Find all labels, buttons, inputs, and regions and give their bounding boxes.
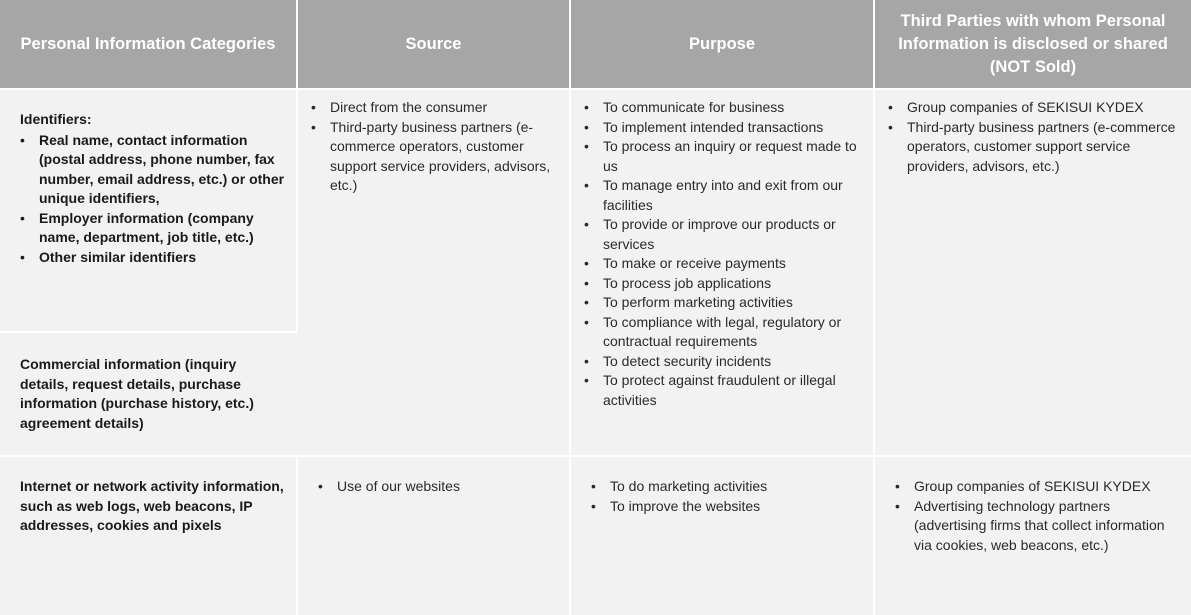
purpose-shared-cell xyxy=(570,89,874,456)
header-third-parties-line2: Information is disclosed or shared xyxy=(898,34,1168,53)
bullet-icon: • xyxy=(311,118,316,135)
category-internet: Internet or network activity information, such as web logs, web beacons, IP addresses, cookies and pixels xyxy=(0,456,297,615)
category-title: Identifiers: xyxy=(20,111,92,127)
header-categories: Personal Information Categories xyxy=(0,0,297,89)
category-identifiers xyxy=(0,89,297,332)
bullet-icon: • xyxy=(584,372,589,388)
header-third-parties-line3: (NOT Sold) xyxy=(989,57,1077,76)
bullet-icon: • xyxy=(895,478,900,494)
list-item: • Use of our websites xyxy=(337,477,561,497)
header-third-parties-line1: Third Parties with whom Personal xyxy=(900,11,1166,30)
list-item: • Employer information (company name, department, job title, etc.) xyxy=(20,209,254,245)
list-item: • To improve the websites xyxy=(610,497,865,517)
internet-source-cell xyxy=(297,456,570,615)
table-row-identifiers xyxy=(0,89,1191,332)
list-item: • Other similar identifiers xyxy=(39,248,286,268)
list-item: • To process an inquiry or request made to us xyxy=(584,138,857,174)
list-item: • To do marketing activities xyxy=(610,477,865,497)
list-item: • To manage entry into and exit from our facilities xyxy=(584,177,843,213)
bullet-icon: • xyxy=(888,99,893,115)
bullet-icon: • xyxy=(311,99,316,115)
list-item: • To compliance with legal, regulatory or contractual requirements xyxy=(584,313,842,349)
list-item: • To make or receive payments xyxy=(603,254,865,274)
bullet-icon: • xyxy=(895,497,900,514)
table-row-internet xyxy=(0,456,1191,615)
internet-purpose-list xyxy=(571,477,865,516)
identifiers-list xyxy=(20,131,286,268)
list-item: • To protect against fraudulent or illegal activities xyxy=(584,372,836,408)
bullet-icon: • xyxy=(318,478,323,494)
bullet-icon: • xyxy=(888,118,893,135)
internet-third-parties-cell xyxy=(874,456,1191,615)
header-purpose: Purpose xyxy=(570,0,874,89)
list-item: • Third-party business partners (e-commerce operators, customer support service providers, advisors, etc.) xyxy=(888,118,1176,174)
bullet-icon: • xyxy=(584,99,589,115)
source-shared-cell xyxy=(297,89,570,456)
category-commercial: Commercial information (inquiry details, request details, purchase information (purchase history, etc.) agreement details) xyxy=(0,332,297,456)
third-parties-shared-cell xyxy=(874,89,1191,456)
list-item: • Direct from the consumer xyxy=(330,98,561,118)
bullet-icon: • xyxy=(584,138,589,154)
third-parties-list xyxy=(875,98,1183,176)
bullet-icon: • xyxy=(584,313,589,330)
bullet-icon: • xyxy=(591,497,596,514)
bullet-icon: • xyxy=(584,294,589,310)
bullet-icon: • xyxy=(20,248,25,265)
list-item: • Third-party business partners (e-commerce operators, customer support service providers, advisors, etc.) xyxy=(311,118,551,193)
bullet-icon: • xyxy=(20,209,25,226)
list-item: • To provide or improve our products or services xyxy=(584,216,836,252)
list-item: • Advertising technology partners (advertising firms that collect information via cookies, web beacons, etc.) xyxy=(895,497,1165,553)
header-source: Source xyxy=(297,0,570,89)
list-item: • Group companies of SEKISUI KYDEX xyxy=(914,477,1183,497)
list-item: • To communicate for business xyxy=(603,98,865,118)
bullet-icon: • xyxy=(584,255,589,271)
bullet-icon: • xyxy=(584,274,589,291)
purpose-list xyxy=(571,98,865,410)
list-item: • To perform marketing activities xyxy=(603,293,865,313)
list-item: • To detect security incidents xyxy=(603,352,865,372)
internet-third-parties-list xyxy=(875,477,1183,555)
header-third-parties xyxy=(874,0,1191,89)
list-item: • Group companies of SEKISUI KYDEX xyxy=(907,98,1183,118)
bullet-icon: • xyxy=(584,352,589,369)
source-list xyxy=(298,98,561,196)
internet-purpose-cell xyxy=(570,456,874,615)
bullet-icon: • xyxy=(584,118,589,135)
bullet-icon: • xyxy=(584,177,589,193)
list-item: • Real name, contact information (postal address, phone number, fax number, email address, etc.) or other unique identifiers, xyxy=(20,131,285,206)
header-row xyxy=(0,0,1191,89)
bullet-icon: • xyxy=(584,216,589,232)
bullet-icon: • xyxy=(591,478,596,494)
internet-source-list xyxy=(298,477,561,497)
bullet-icon: • xyxy=(20,131,25,148)
list-item: • To process job applications xyxy=(603,274,865,294)
list-item: • To implement intended transactions xyxy=(603,118,865,138)
